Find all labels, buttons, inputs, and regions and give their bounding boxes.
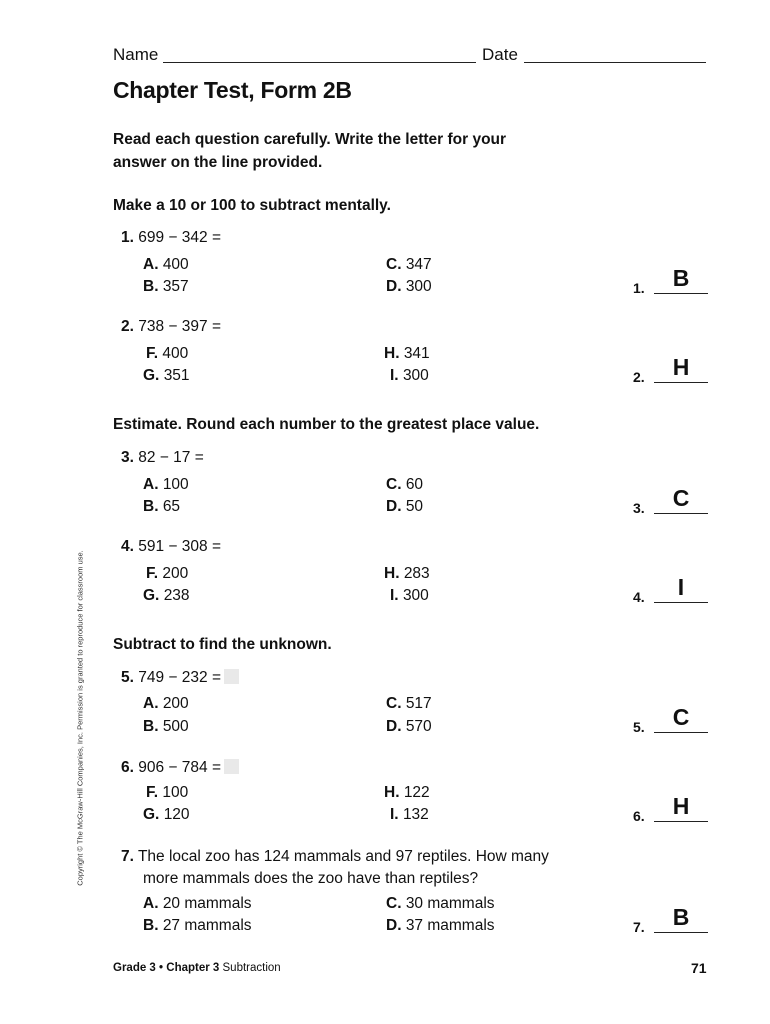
footer-chapter: Chapter 3 bbox=[166, 962, 220, 974]
question-number: 1. bbox=[121, 229, 134, 246]
answer-5[interactable]: C bbox=[672, 704, 690, 730]
question-text: 906 − 784 = bbox=[138, 759, 221, 776]
question-2 bbox=[121, 318, 221, 336]
answer-line-4 bbox=[654, 602, 708, 603]
answer-line-2 bbox=[654, 382, 708, 383]
page-number: 71 bbox=[691, 960, 707, 976]
answer-number-1: 1. bbox=[633, 280, 645, 296]
option-g[interactable]: G. 351 bbox=[143, 367, 190, 384]
option-b[interactable]: B. 357 bbox=[143, 278, 189, 295]
option-h[interactable]: H. 283 bbox=[384, 565, 430, 582]
answer-number-6: 6. bbox=[633, 808, 645, 824]
answer-number-5: 5. bbox=[633, 719, 645, 735]
option-b[interactable]: B. 65 bbox=[143, 498, 181, 515]
question-number: 3. bbox=[121, 449, 134, 466]
option-d[interactable]: D. 570 bbox=[386, 718, 432, 735]
name-label: Name bbox=[113, 45, 159, 64]
question-6 bbox=[121, 759, 239, 777]
question-text: 82 − 17 = bbox=[138, 449, 204, 466]
option-i[interactable]: I. 132 bbox=[390, 806, 429, 823]
section-estimate: Estimate. Round each number to the greatest place value. bbox=[113, 416, 540, 433]
question-number: 4. bbox=[121, 538, 134, 555]
answer-number-3: 3. bbox=[633, 500, 645, 516]
section-mental-subtraction: Make a 10 or 100 to subtract mentally. bbox=[113, 197, 391, 214]
option-c[interactable]: C. 517 bbox=[386, 695, 432, 712]
answer-line-6 bbox=[654, 821, 708, 822]
option-a[interactable]: A. 400 bbox=[143, 256, 189, 273]
question-text-line1: The local zoo has 124 mammals and 97 reptiles. How many bbox=[137, 848, 549, 865]
answer-line-5 bbox=[654, 732, 708, 733]
answer-line-1 bbox=[654, 293, 708, 294]
option-c[interactable]: C. 60 bbox=[386, 476, 424, 493]
answer-number-4: 4. bbox=[633, 589, 645, 605]
name-line[interactable] bbox=[163, 62, 476, 63]
answer-line-3 bbox=[654, 513, 708, 514]
answer-4[interactable]: I bbox=[677, 574, 685, 600]
question-text-line2: more mammals does the zoo have than reptiles? bbox=[143, 870, 479, 887]
answer-7[interactable]: B bbox=[672, 904, 690, 930]
footer-grade: Grade 3 bbox=[113, 962, 156, 974]
option-b[interactable]: B. 500 bbox=[143, 718, 189, 735]
question-text: 749 − 232 = bbox=[138, 669, 221, 686]
question-7 bbox=[121, 848, 549, 866]
option-i[interactable]: I. 300 bbox=[390, 587, 429, 604]
footer-topic: Subtraction bbox=[222, 962, 281, 974]
question-1 bbox=[121, 229, 221, 247]
question-4 bbox=[121, 538, 221, 556]
unknown-box bbox=[224, 669, 239, 684]
date-line[interactable] bbox=[524, 62, 706, 63]
option-b[interactable]: B. 27 mammals bbox=[143, 917, 252, 934]
option-d[interactable]: D. 300 bbox=[386, 278, 432, 295]
option-f[interactable]: F. 100 bbox=[146, 784, 189, 801]
option-f[interactable]: F. 400 bbox=[146, 345, 189, 362]
answer-3[interactable]: C bbox=[672, 485, 690, 511]
footer-bullet: • bbox=[159, 962, 164, 974]
question-number: 7. bbox=[121, 848, 134, 865]
option-g[interactable]: G. 238 bbox=[143, 587, 190, 604]
question-number: 5. bbox=[121, 669, 134, 686]
date-label: Date bbox=[482, 45, 518, 64]
footer bbox=[113, 962, 281, 974]
section-unknown: Subtract to find the unknown. bbox=[113, 636, 332, 653]
question-number: 6. bbox=[121, 759, 134, 776]
option-d[interactable]: D. 37 mammals bbox=[386, 917, 495, 934]
question-text: 591 − 308 = bbox=[138, 538, 221, 555]
answer-number-2: 2. bbox=[633, 369, 645, 385]
option-a[interactable]: A. 20 mammals bbox=[143, 895, 252, 912]
question-text: 699 − 342 = bbox=[138, 229, 221, 246]
option-f[interactable]: F. 200 bbox=[146, 565, 189, 582]
answer-line-7 bbox=[654, 932, 708, 933]
copyright-notice: Copyright © The McGraw-Hill Companies, Inc. Permission is granted to reproduce for classroom use. bbox=[75, 550, 85, 886]
unknown-box bbox=[224, 759, 239, 774]
answer-1[interactable]: B bbox=[672, 265, 690, 291]
question-5 bbox=[121, 669, 239, 687]
option-g[interactable]: G. 120 bbox=[143, 806, 190, 823]
page-title: Chapter Test, Form 2B bbox=[113, 77, 352, 103]
answer-6[interactable]: H bbox=[672, 793, 690, 819]
question-text: 738 − 397 = bbox=[138, 318, 221, 335]
option-h[interactable]: H. 341 bbox=[384, 345, 430, 362]
option-a[interactable]: A. 200 bbox=[143, 695, 189, 712]
instructions: Read each question carefully. Write the letter for your answer on the line provided. bbox=[113, 131, 507, 171]
option-h[interactable]: H. 122 bbox=[384, 784, 430, 801]
question-3 bbox=[121, 449, 204, 467]
answer-number-7: 7. bbox=[633, 919, 645, 935]
option-c[interactable]: C. 347 bbox=[386, 256, 432, 273]
question-number: 2. bbox=[121, 318, 134, 335]
option-c[interactable]: C. 30 mammals bbox=[386, 895, 495, 912]
option-a[interactable]: A. 100 bbox=[143, 476, 189, 493]
option-d[interactable]: D. 50 bbox=[386, 498, 424, 515]
answer-2[interactable]: H bbox=[672, 354, 690, 380]
option-i[interactable]: I. 300 bbox=[390, 367, 429, 384]
